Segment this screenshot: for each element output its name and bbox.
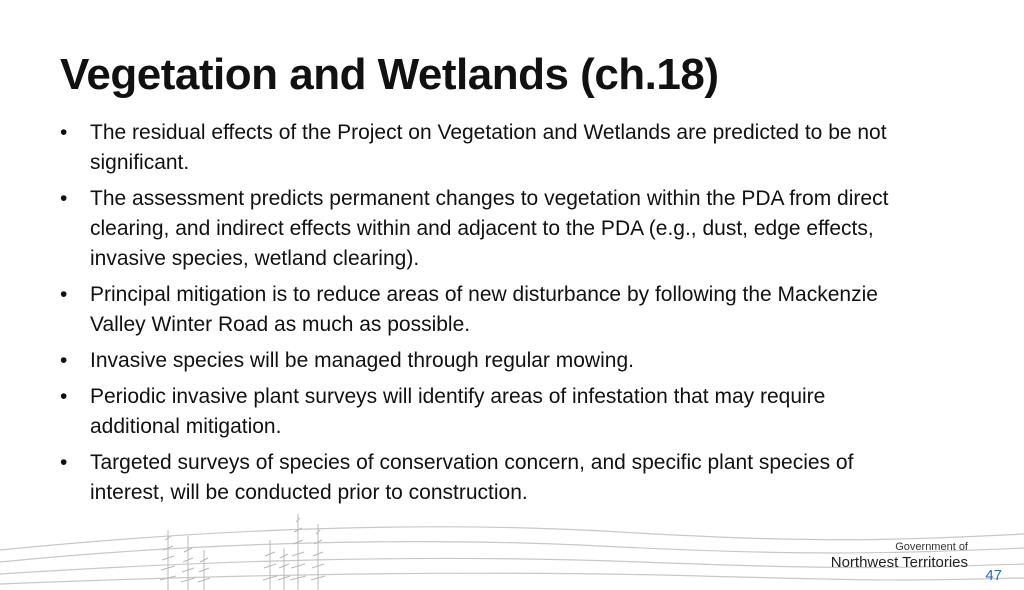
logo-line-territories: Northwest Territories [830, 554, 968, 571]
bullet-text: Invasive species will be managed through regular mowing. [90, 349, 634, 372]
bullet-text: The assessment predicts permanent changes to vegetation within the PDA from direct clearing, and indirect effects within and adjacent to the PDA (e.g., dust, edge effects, invasive species, wetland clearing). [90, 187, 889, 270]
bullet-text: Principal mitigation is to reduce areas of new disturbance by following the Mackenzie Valley Winter Road as much as possible. [90, 283, 878, 336]
bullet-marker: • [60, 121, 68, 144]
bullet-item [60, 448, 900, 508]
bullet-item [60, 382, 900, 442]
gnwt-logo [831, 540, 968, 572]
bullet-text: Periodic invasive plant surveys will identify areas of infestation that may require additional mitigation. [90, 385, 826, 438]
bullet-text: The residual effects of the Project on Vegetation and Wetlands are predicted to be not significant. [90, 121, 887, 174]
logo-line-government: Government of [895, 541, 968, 553]
bullet-marker: • [60, 187, 68, 210]
bullet-marker: • [60, 283, 68, 306]
page-number: 47 [985, 567, 1002, 584]
bullet-text: Targeted surveys of species of conservation concern, and specific plant species of interest, will be conducted prior to construction. [90, 451, 854, 504]
bullet-item [60, 280, 900, 340]
bullet-marker: • [60, 349, 68, 372]
bullet-marker: • [60, 451, 68, 474]
bullet-item [60, 118, 900, 178]
bullet-list [60, 118, 900, 514]
bullet-item [60, 184, 900, 274]
bullet-marker: • [60, 385, 68, 408]
slide-title: Vegetation and Wetlands (ch.18) [60, 50, 719, 99]
bullet-item [60, 346, 900, 376]
